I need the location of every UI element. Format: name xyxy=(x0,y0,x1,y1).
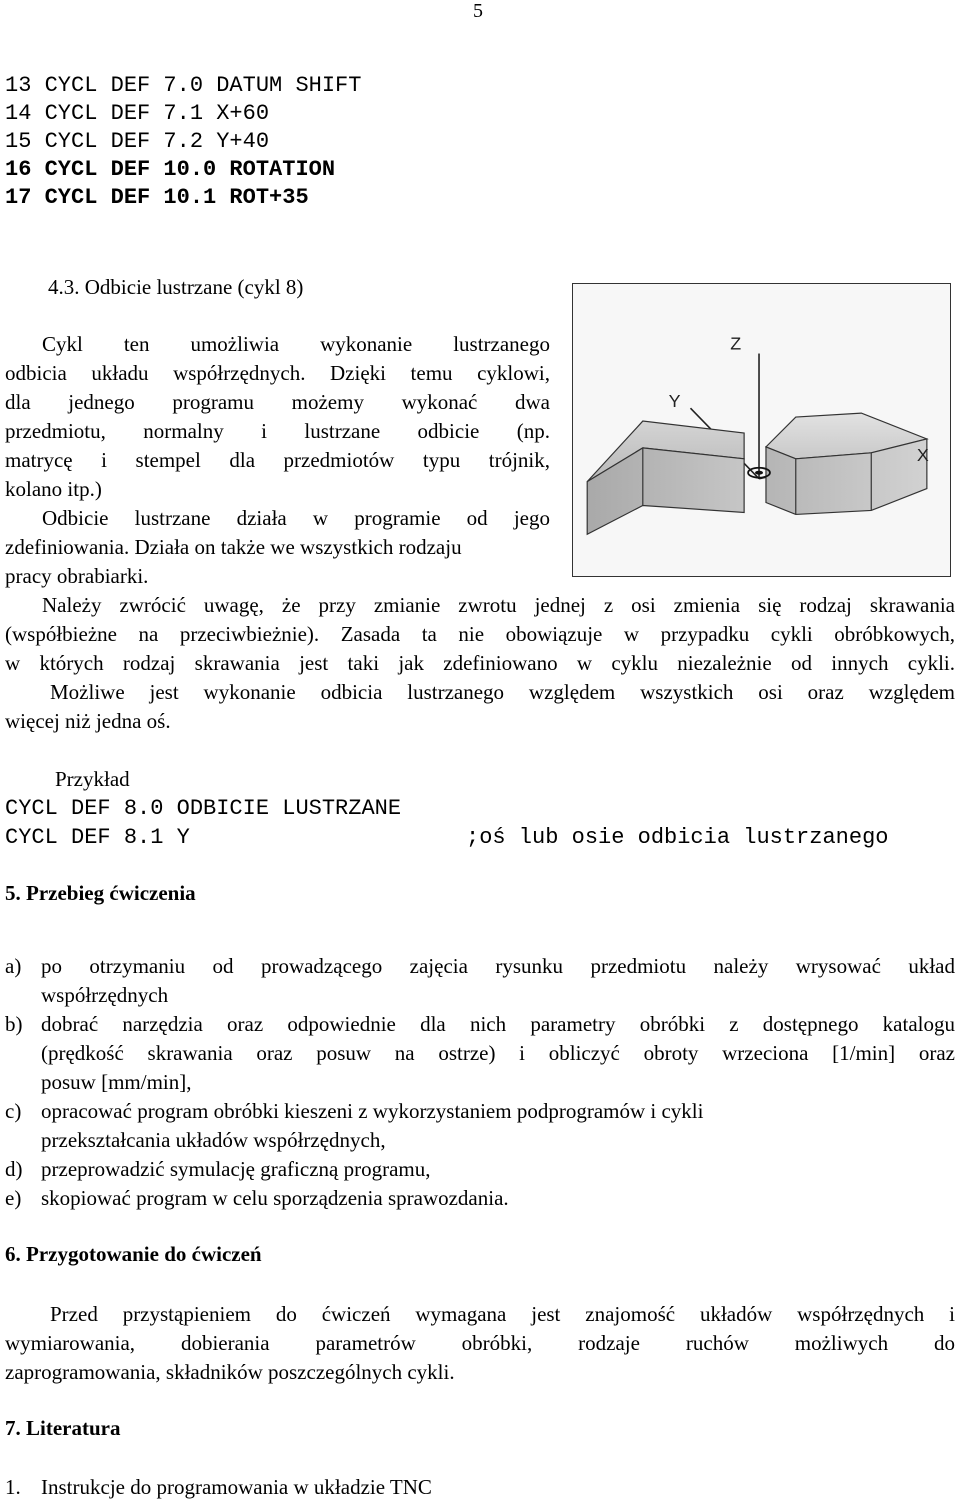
paragraph-line: zdefiniowania. Działa on także we wszystkich rodzaju xyxy=(5,535,462,559)
paragraph-line: matrycę i stempel dla przedmiotów typu trójnik, xyxy=(5,448,550,472)
list-marker: 1. xyxy=(5,1475,21,1499)
section-heading-5: 5. Przebieg ćwiczenia xyxy=(5,881,196,905)
list-marker: e) xyxy=(5,1186,22,1210)
code-line: 14 CYCL DEF 7.1 X+60 xyxy=(5,101,270,126)
axis-x-label: X xyxy=(916,444,929,465)
example-label: Przykład xyxy=(55,767,130,791)
section-heading-7: 7. Literatura xyxy=(5,1416,121,1440)
list-marker: c) xyxy=(5,1099,22,1123)
paragraph-line: (współbieżne na przeciwbieżnie). Zasada ta nie obowiązuje w przypadku cykli obróbkowych, xyxy=(5,622,955,646)
paragraph-line: pracy obrabiarki. xyxy=(5,564,149,588)
paragraph-line: dla jednego programu możemy wykonać dwa xyxy=(5,390,550,414)
section-heading-4-3: 4.3. Odbicie lustrzane (cykl 8) xyxy=(48,275,304,299)
list-marker: b) xyxy=(5,1012,23,1036)
list-item-line: (prędkość skrawania oraz posuw na ostrze) i obliczyć obroty wrzeciona [1/min] oraz xyxy=(41,1041,955,1065)
paragraph-line: więcej niż jedna oś. xyxy=(5,709,171,733)
paragraph-line: Należy zwrócić uwagę, że przy zmianie zwrotu jednej z osi zmienia się rodzaj skrawania xyxy=(42,593,955,617)
paragraph-line: przedmiotu, normalny i lustrzane odbicie (np. xyxy=(5,419,550,443)
list-item-line: po otrzymaniu od prowadzącego zajęcia rysunku przedmiotu należy wrysować układ xyxy=(41,954,955,978)
list-marker: d) xyxy=(5,1157,23,1181)
paragraph-line: Odbicie lustrzane działa w programie od jego xyxy=(42,506,550,530)
example-code-line: CYCL DEF 8.1 Y xyxy=(5,825,190,850)
example-code-line: CYCL DEF 8.0 ODBICIE LUSTRZANE xyxy=(5,796,402,821)
list-item-line: dobrać narzędzia oraz odpowiednie dla nich parametry obróbki z dostępnego katalogu xyxy=(41,1012,955,1036)
example-code-comment: ;oś lub osie odbicia lustrzanego xyxy=(466,825,889,850)
code-line: 16 CYCL DEF 10.0 ROTATION xyxy=(5,157,336,182)
paragraph-line: Cykl ten umożliwia wykonanie lustrzanego xyxy=(42,332,550,356)
section-heading-6: 6. Przygotowanie do ćwiczeń xyxy=(5,1242,262,1266)
axis-z-label: Z xyxy=(730,333,742,354)
list-item-line: opracować program obróbki kieszeni z wykorzystaniem podprogramów i cykli xyxy=(41,1099,704,1123)
list-marker: a) xyxy=(5,954,22,978)
list-item-line: przekształcania układów współrzędnych, xyxy=(41,1128,386,1152)
paragraph-line: Przed przystąpieniem do ćwiczeń wymagana jest znajomość układów współrzędnych i xyxy=(50,1302,955,1326)
code-line: 13 CYCL DEF 7.0 DATUM SHIFT xyxy=(5,73,362,98)
paragraph-line: Możliwe jest wykonanie odbicia lustrzanego względem wszystkich osi oraz względem xyxy=(50,680,955,704)
paragraph-line: wymiarowania, dobierania parametrów obróbki, rodzaje ruchów możliwych do xyxy=(5,1331,955,1355)
paragraph-line: odbicia układu współrzędnych. Dzięki temu cyklowi, xyxy=(5,361,550,385)
page-number: 5 xyxy=(473,0,483,22)
paragraph-line: kolano itp.) xyxy=(5,477,102,501)
list-item-line: posuw [mm/min], xyxy=(41,1070,192,1094)
code-line: 15 CYCL DEF 7.2 Y+40 xyxy=(5,129,270,154)
list-item-line: skopiować program w celu sporządzenia sprawozdania. xyxy=(41,1186,509,1210)
paragraph-line: zaprogramowania, składników poszczególnych cykli. xyxy=(5,1360,455,1384)
mirror-image-figure xyxy=(572,283,951,577)
code-line: 17 CYCL DEF 10.1 ROT+35 xyxy=(5,185,309,210)
paragraph-line: w których rodzaj skrawania jest taki jak zdefiniowano w cyklu niezależnie od innych cykli. xyxy=(5,651,955,675)
literature-item: Instrukcje do programowania w układzie TNC xyxy=(41,1475,432,1499)
list-item-line: współrzędnych xyxy=(41,983,169,1007)
list-item-line: przeprowadzić symulację graficzną programu, xyxy=(41,1157,431,1181)
axis-y-label: Y xyxy=(668,391,681,412)
